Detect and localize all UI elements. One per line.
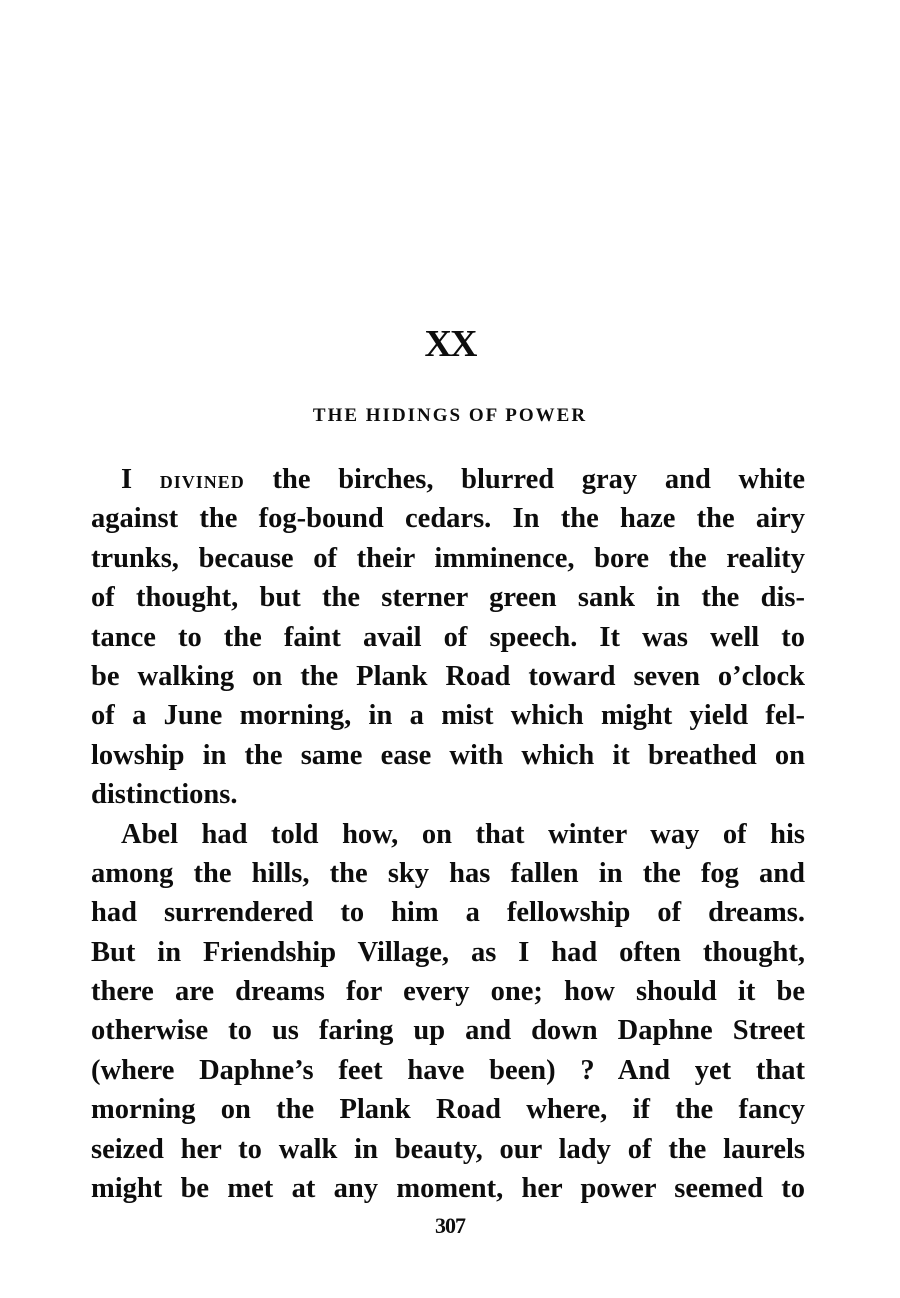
text-line: lowship in the same ease with which it breathed on xyxy=(91,739,805,771)
chapter-title: THE HIDINGS OF POWER xyxy=(312,405,588,426)
text-line: I divined the birches, blurred gray and white xyxy=(121,464,805,495)
text-line: be walking on the Plank Road toward seven o’clock xyxy=(91,660,805,692)
paragraph-1 xyxy=(91,460,805,815)
page-number: 307 xyxy=(435,1213,465,1238)
text-line: had surrendered to him a fellowship of dreams. xyxy=(91,897,805,929)
text-line: otherwise to us faring up and down Daphne Street xyxy=(91,1015,805,1047)
text-line: But in Friendship Village, as I had often thought, xyxy=(91,936,805,968)
lead-word: I xyxy=(121,464,133,495)
lead-smallcaps: divined xyxy=(159,465,245,494)
text-line: there are dreams for every one; how should it be xyxy=(91,976,805,1008)
text-line: among the hills, the sky has fallen in the fog and xyxy=(91,857,805,889)
text-line: of a June morning, in a mist which might yield fel- xyxy=(91,700,805,732)
text-line: Abel had told how, on that winter way of his xyxy=(121,818,805,850)
chapter-number: XX xyxy=(424,323,476,365)
text-line: of thought, but the sterner green sank in the dis- xyxy=(91,582,805,614)
text-line: trunks, because of their imminence, bore the reality xyxy=(91,542,805,574)
text-line: tance to the faint avail of speech. It was well to xyxy=(91,621,805,653)
paragraph-2 xyxy=(91,815,805,1209)
text-line: distinctions. xyxy=(91,779,238,811)
text-line: (where Daphne’s feet have been) ? And yet that xyxy=(91,1054,805,1086)
text-line: seized her to walk in beauty, our lady of the laurels xyxy=(91,1133,805,1165)
text-line: might be met at any moment, her power seemed to xyxy=(91,1173,805,1205)
text-line: morning on the Plank Road where, if the fancy xyxy=(91,1094,805,1126)
text-line: against the fog-bound cedars. In the haze the airy xyxy=(91,503,805,535)
body-text xyxy=(91,460,805,1208)
